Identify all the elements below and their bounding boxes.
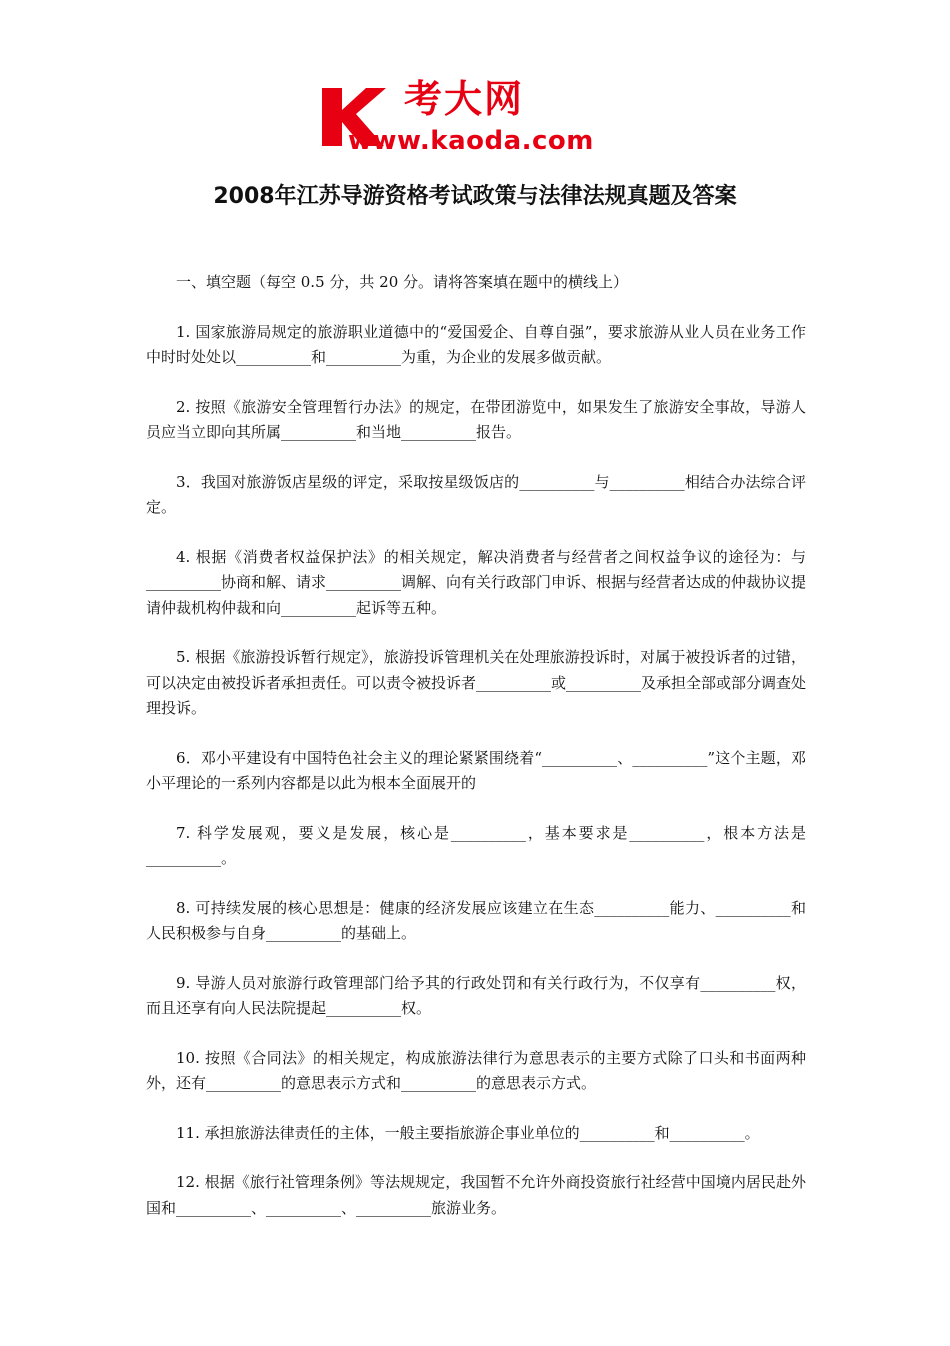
question-7: 7. 科学发展观，要义是发展，核心是__________，基本要求是__________，根本方法是__________。 [146,823,806,867]
question-10: 10. 按照《合同法》的相关规定，构成旅游法律行为意思表示的主要方式除了口头和书面两种外，还有__________的意思表示方式和__________的意思表示方式。 [146,1048,806,1092]
logo-url-text: www.kaoda.com [348,126,594,156]
document-title: 2008年江苏导游资格考试政策与法律法规真题及答案 [213,184,737,209]
question-1: 1. 国家旅游局规定的旅游职业道德中的“爱国爱企、自尊自强”，要求旅游从业人员在业务工作中时时处处以__________和__________为重，为企业的发展多做贡献。 [146,322,806,366]
question-5: 5. 根据《旅游投诉暂行规定》，旅游投诉管理机关在处理旅游投诉时，对属于被投诉者的过错，可以决定由被投诉者承担责任。可以责令被投诉者__________或__________及承担全部或部分调查处理投诉。 [146,648,807,717]
logo-chinese-text: 考大网 [404,77,525,121]
question-12: 12. 根据《旅行社管理条例》等法规规定，我国暂不允许外商投资旅行社经营中国境内居民赴外国和__________、__________、__________旅游业务。 [146,1173,806,1217]
question-3: 3．我国对旅游饭店星级的评定，采取按星级饭店的__________与__________相结合办法综合评定。 [146,472,806,516]
question-11: 11. 承担旅游法律责任的主体，一般主要指旅游企事业单位的__________和__________。 [176,1123,760,1142]
kaoda-logo [318,77,638,160]
question-8: 8. 可持续发展的核心思想是：健康的经济发展应该建立在生态__________能力、__________和人民积极参与自身__________的基础上。 [146,898,806,942]
section-heading: 一、填空题（每空 0.5 分，共 20 分。请将答案填在题中的横线上） [176,273,629,291]
document-body [146,270,806,1221]
question-9: 9. 导游人员对旅游行政管理部门给予其的行政处罚和有关行政行为，不仅享有__________权，而且还享有向人民法院提起__________权。 [146,973,806,1017]
question-6: 6．邓小平建设有中国特色社会主义的理论紧紧围绕着“__________、__________”这个主题，邓小平理论的一系列内容都是以此为根本全面展开的 [146,748,806,792]
question-2: 2. 按照《旅游安全管理暂行办法》的规定，在带团游览中，如果发生了旅游安全事故，导游人员应当立即向其所属__________和当地__________报告。 [146,397,806,441]
question-4: 4. 根据《消费者权益保护法》的相关规定，解决消费者与经营者之间权益争议的途径为：与__________协商和解、请求__________调解、向有关行政部门申诉、根据与经营者达成的仲裁协议提请仲裁机构仲裁和向__________起诉等五种。 [146,547,807,617]
